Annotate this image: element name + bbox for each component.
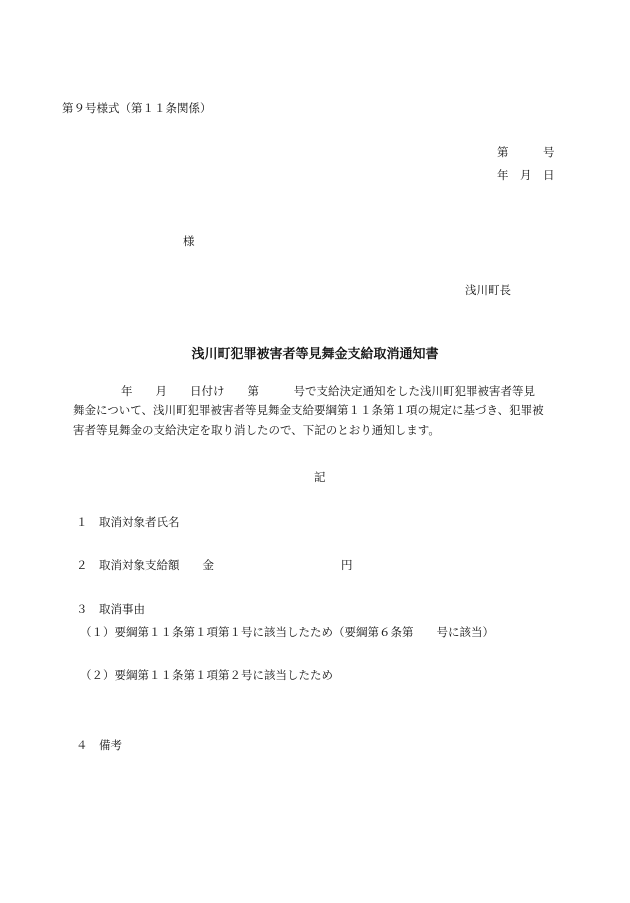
body-line-3: 害者等見舞金の支給決定を取り消したので、下記のとおり通知します。: [73, 423, 440, 437]
item-4: ４ 備考: [76, 738, 122, 752]
issuer: 浅川町長: [465, 283, 511, 297]
document-number: 第 号: [497, 145, 555, 159]
body-line-1: 年 月 日付け 第 号で支給決定通知をした浅川町犯罪被害者等見: [121, 384, 535, 398]
recipient-suffix: 様: [183, 234, 195, 248]
form-label: 第９号様式（第１１条関係）: [62, 101, 212, 115]
item-1: １ 取消対象者氏名: [76, 515, 180, 529]
ki-heading: 記: [314, 470, 326, 484]
item-2-yen: 円: [341, 558, 353, 572]
document-title: 浅川町犯罪被害者等見舞金支給取消通知書: [191, 347, 439, 362]
item-2: ２ 取消対象支給額 金: [76, 558, 214, 572]
reason-2: （２）要綱第１１条第１項第２号に該当したため: [80, 668, 333, 682]
document-date: 年 月 日: [497, 168, 555, 182]
body-line-2: 舞金について、浅川町犯罪被害者等見舞金支給要綱第１１条第１項の規定に基づき、犯罪被: [73, 403, 544, 417]
reason-1: （１）要綱第１１条第１項第１号に該当したため（要綱第６条第 号に該当）: [80, 625, 494, 639]
item-3: ３ 取消事由: [76, 602, 145, 616]
